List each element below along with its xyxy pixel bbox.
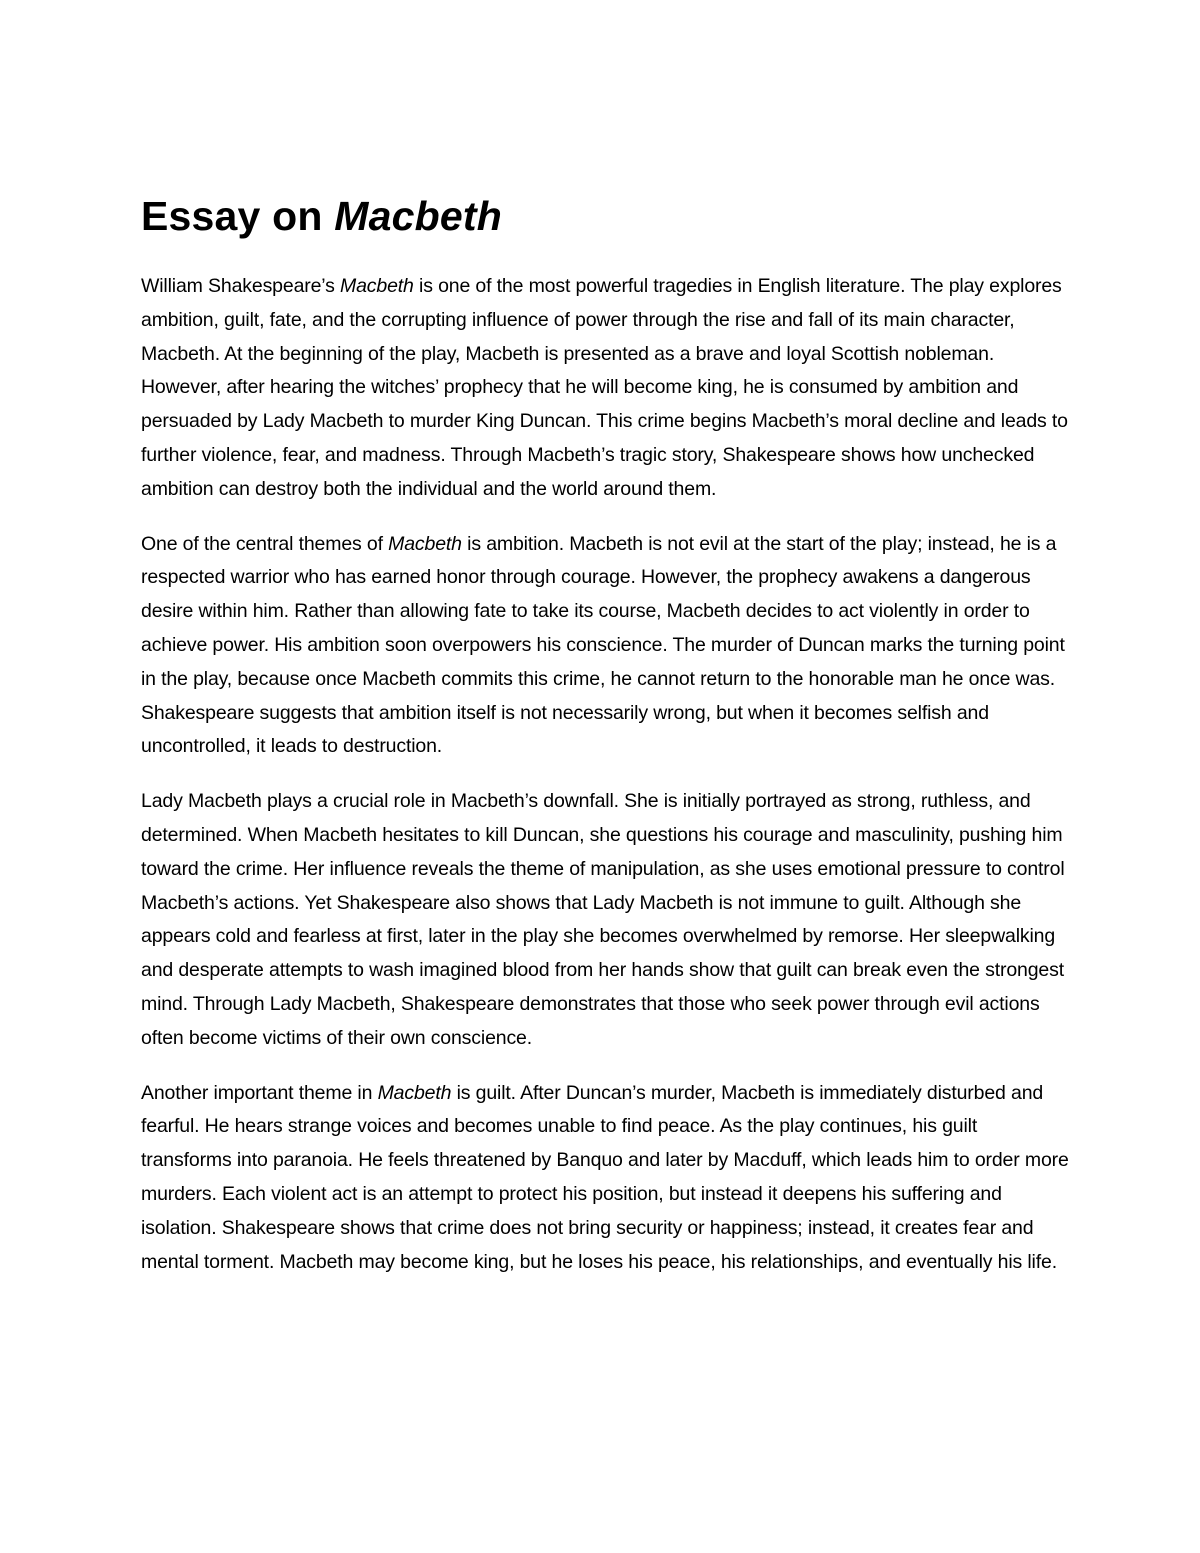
italic-title-reference: Macbeth [340, 275, 414, 297]
paragraph-text: is ambition. Macbeth is not evil at the start of the play; instead, he is a respected warrior who has earned honor through courage. However, the prophecy awakens a dangerous desire within him. Rather than allowing fate to take its course, Macbeth decides to act violently in order to achieve power. His ambition soon overpowers his conscience. The murder of Duncan marks the turning point in the play, because once Macbeth commits this crime, he cannot return to the honorable man he once was. Shakespeare suggests that ambition itself is not necessarily wrong, but when it becomes selfish and uncontrolled, it leads to destruction. [141, 532, 1065, 758]
essay-title-italic: Macbeth [334, 193, 502, 239]
paragraph-text: is guilt. After Duncan’s murder, Macbeth is immediately disturbed and fearful. He hears strange voices and becomes unable to find peace. As the play continues, his guilt transforms into paranoia. He feels threatened by Banquo and later by Macduff, which leads him to order more murders. Each violent act is an attempt to protect his position, but instead it deepens his suffering and isolation. Shakespeare shows that crime does not bring security or happiness; instead, it creates fear and mental torment. Macbeth may become king, but he loses his peace, his relationships, and eventually his life. [141, 1081, 1069, 1273]
paragraph-text: Lady Macbeth plays a crucial role in Macbeth’s downfall. She is initially portrayed as strong, ruthless, and determined. When Macbeth hesitates to kill Duncan, she questions his courage and masculinity, pushing him toward the crime. Her influence reveals the theme of manipulation, as she uses emotional pressure to control Macbeth’s actions. Yet Shakespeare also shows that Lady Macbeth is not immune to guilt. Although she appears cold and fearless at first, later in the play she becomes overwhelmed by remorse. Her sleepwalking and desperate attempts to wash imagined blood from her hands show that guilt can break even the strongest mind. Through Lady Macbeth, Shakespeare demonstrates that those who seek power through evil actions often become victims of their own conscience. [141, 790, 1065, 1049]
paragraph-text: Another important theme in [141, 1081, 378, 1104]
document-page [141, 188, 1071, 1300]
italic-title-reference: Macbeth [377, 1081, 452, 1104]
essay-body [141, 270, 1071, 1279]
essay-paragraph [141, 270, 1071, 507]
essay-title [141, 188, 1071, 244]
paragraph-text: William Shakespeare’s [141, 275, 341, 297]
paragraph-text: is one of the most powerful tragedies in English literature. The play explores ambition, guilt, fate, and the corrupting influence of power through the rise and fall of its main character, Macbeth. At the beginning of the play, Macbeth is presented as a brave and loyal Scottish nobleman. However, after hearing the witches’ prophecy that he will become king, he is consumed by ambition and persuaded by Lady Macbeth to murder King Duncan. This crime begins Macbeth’s moral decline and leads to further violence, fear, and madness. Through Macbeth’s tragic story, Shakespeare shows how unchecked ambition can destroy both the individual and the world around them. [141, 275, 1068, 500]
essay-title-text: Essay on [141, 193, 335, 239]
paragraph-text: One of the central themes of [141, 532, 389, 555]
essay-paragraph [141, 1077, 1071, 1280]
essay-paragraph [141, 528, 1071, 765]
italic-title-reference: Macbeth [388, 532, 462, 555]
essay-paragraph [141, 785, 1071, 1055]
